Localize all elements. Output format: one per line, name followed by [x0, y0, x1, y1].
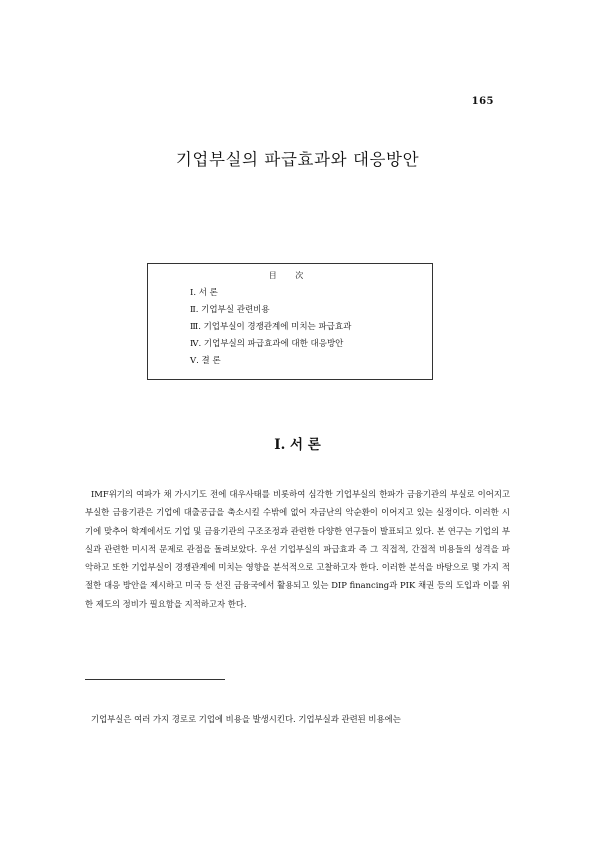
- intro-paragraph: IMF위기의 여파가 채 가시기도 전에 대우사태를 비롯하여 심각한 기업부실의 한파가 금융기관의 부실로 이어지고 부실한 금융기관은 기업에 대출공급을 축소시킬 수밖에 없어 자금난의 악순환이 이어지고 있는 실정이다. 이러한 시기에 맞추어 학계에서도 기업 및 금융기관의 구조조정과 관련한 다양한 연구들이 발표되고 있다. 본 연구는 기업의 부실과 관련한 미시적 문제로 관점을 돌려보았다. 우선 기업부실의 파급효과 즉 그 직접적, 간접적 비용들의 성격을 파악하고 또한 기업부실이 경쟁관계에 미치는 영향을 분석적으로 고찰하고자 한다. 이러한 분석을 바탕으로 몇 가지 적절한 대응 방안을 제시하고 미국 등 선진 금융국에서 활용되고 있는 DIP financing과 PIK 채권 등의 도입과 이를 위한 제도의 정비가 필요함을 지적하고자 한다.: [85, 489, 510, 609]
- section-heading: Ⅰ. 서 론: [274, 437, 321, 453]
- toc-item-4: Ⅳ. 기업부실의 파급효과에 대한 대응방안: [190, 339, 344, 349]
- page-number: 165: [471, 96, 494, 107]
- toc-item-1: Ⅰ. 서 론: [190, 288, 218, 298]
- toc-item-5: Ⅴ. 결 론: [190, 356, 221, 366]
- toc-item-3: Ⅲ. 기업부실이 경쟁관계에 미치는 파급효과: [190, 322, 352, 332]
- toc-item-2: Ⅱ. 기업부실 관련비용: [190, 305, 270, 315]
- paper-title: 기업부실의 파급효과와 대응방안: [175, 150, 420, 169]
- table-of-contents: [147, 263, 433, 380]
- toc-list: [190, 285, 351, 370]
- next-paragraph: 기업부실은 여러 가지 경로로 기업에 비용을 발생시킨다. 기업부실과 관련된 비용에는: [91, 714, 401, 724]
- toc-heading: 目 次: [268, 271, 312, 280]
- footnote-divider: [85, 679, 225, 680]
